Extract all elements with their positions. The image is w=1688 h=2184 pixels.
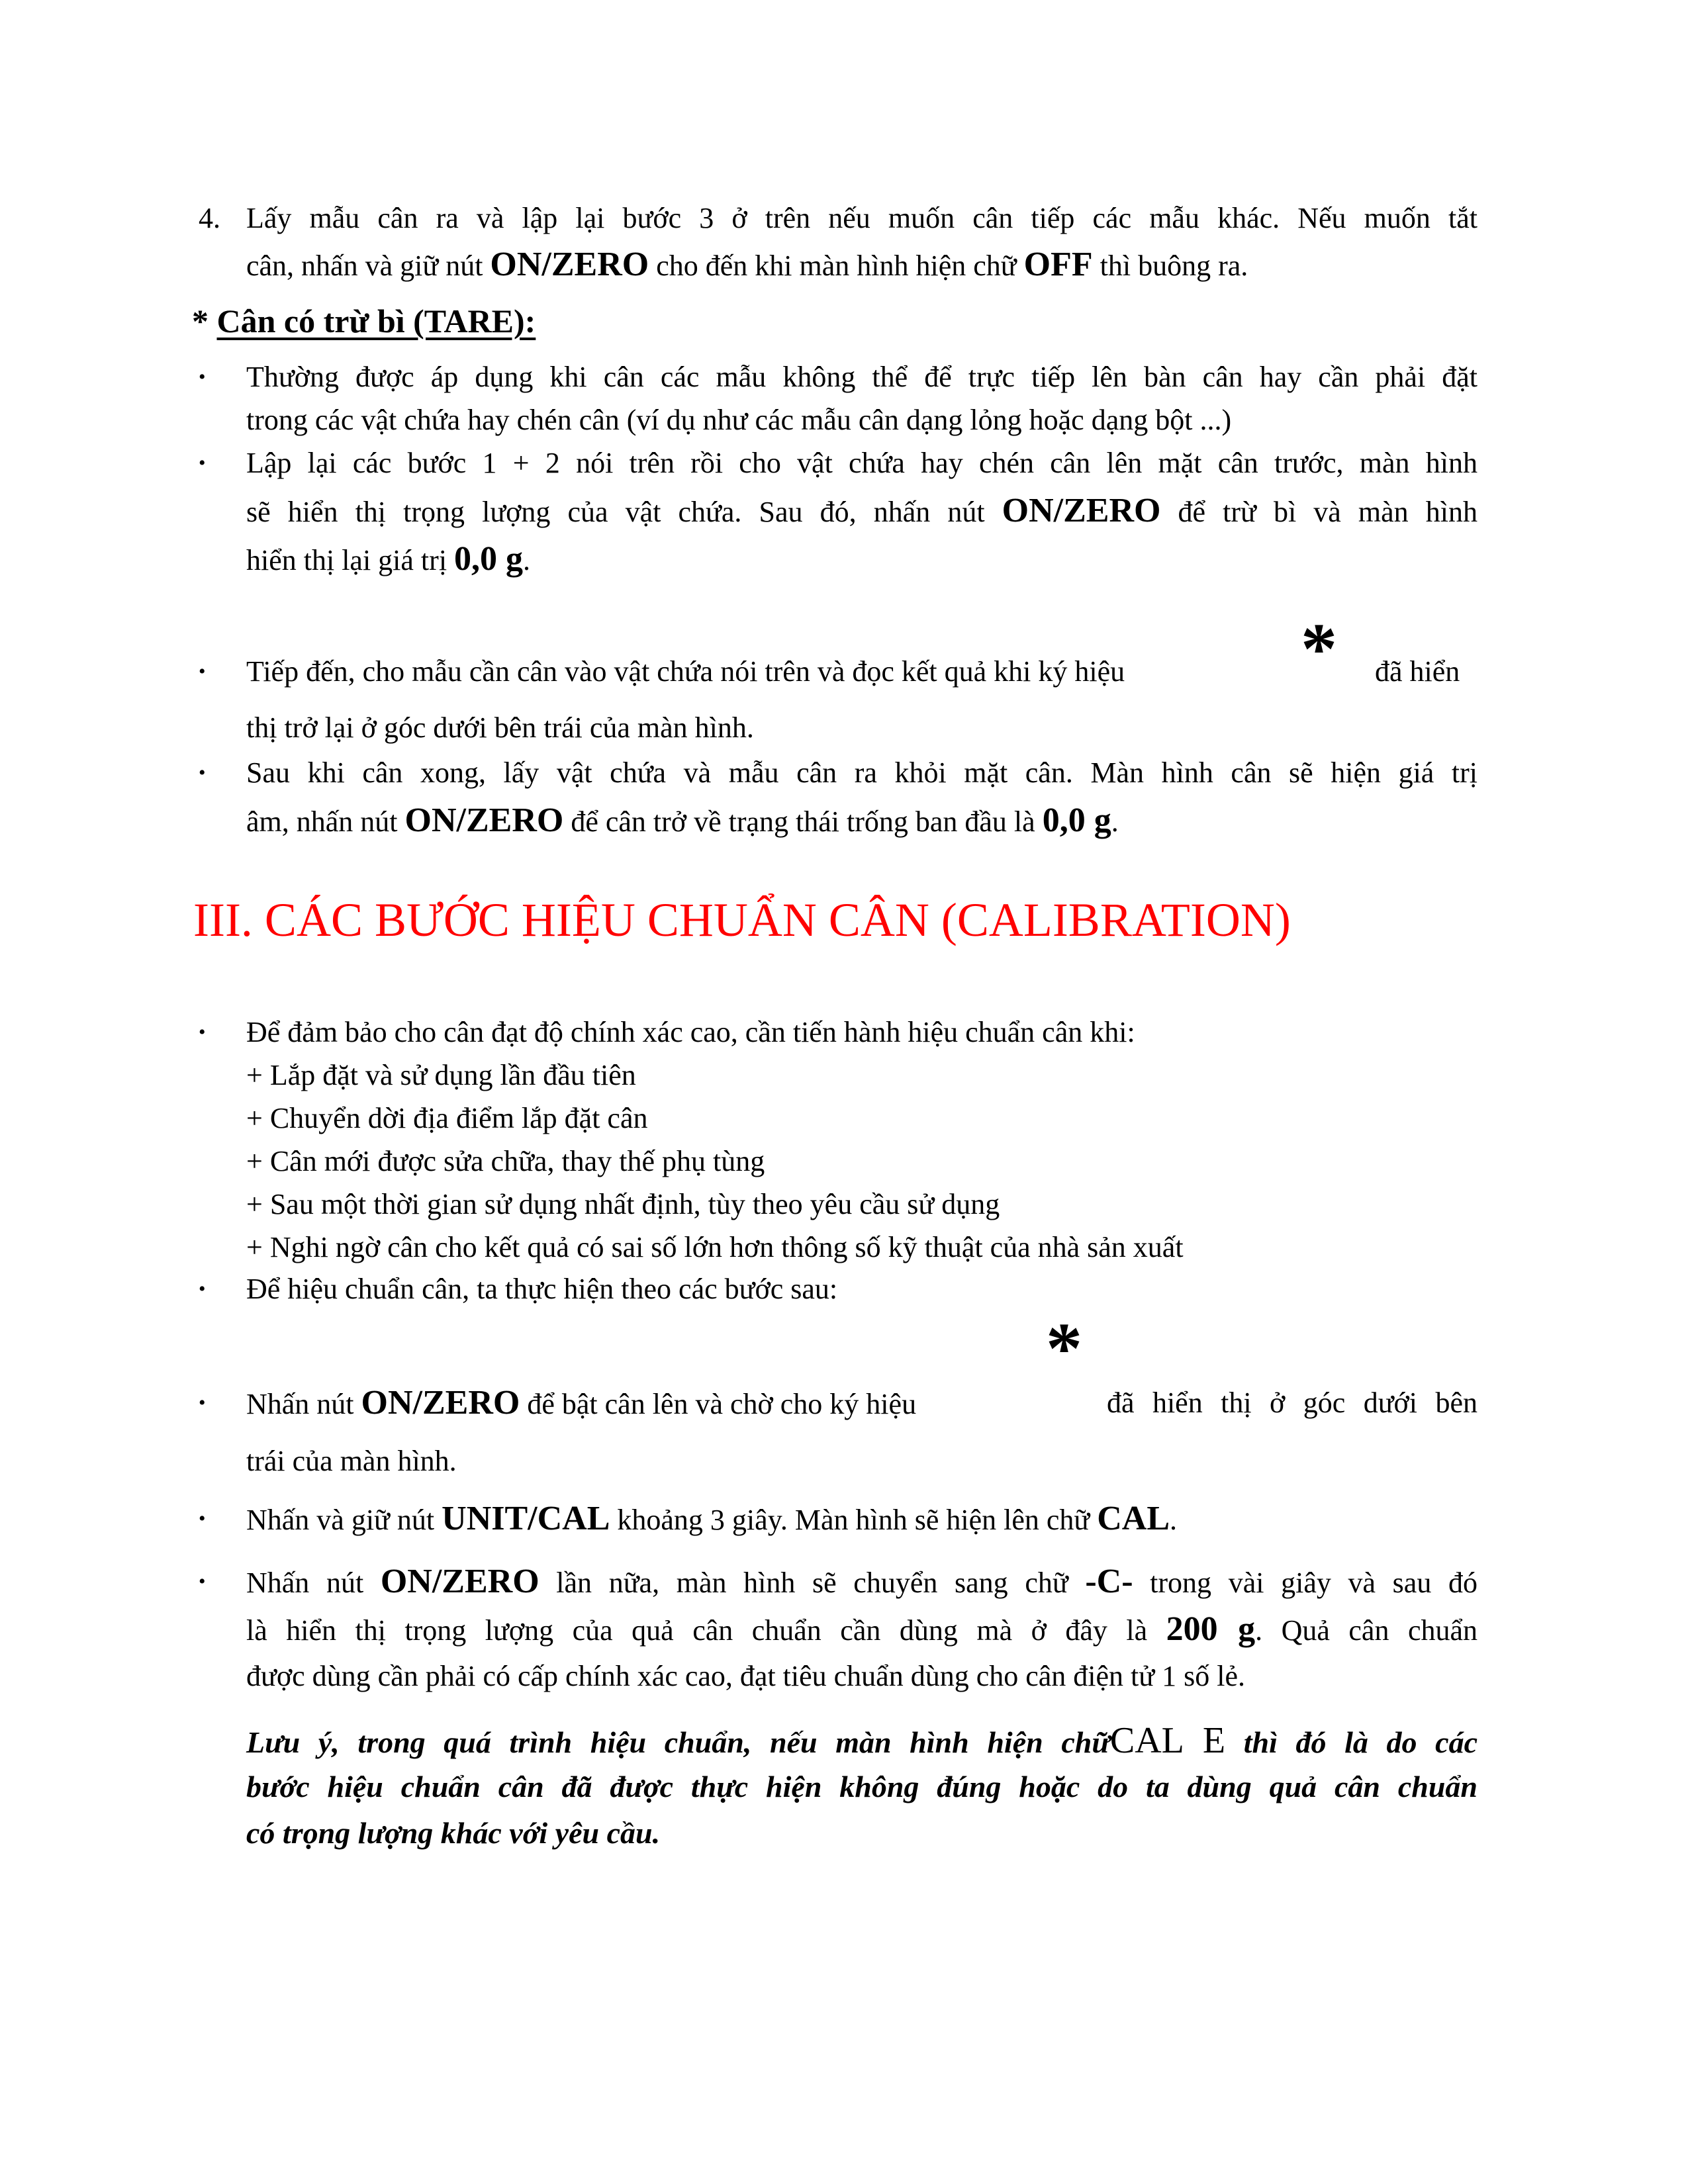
cal-value: CAL: [1097, 1500, 1170, 1537]
text: thì buông ra.: [1092, 250, 1248, 282]
tare-b1-line1: Thường được áp dụng khi cân các mẫu không thể để trực tiếp lên bàn cân hay cần phải đặt: [246, 361, 1477, 393]
text: . Quả cân chuẩn: [1255, 1614, 1478, 1647]
text: thì đó là do các: [1225, 1725, 1477, 1759]
case-item: + Cân mới được sửa chữa, thay thế phụ tùng: [246, 1145, 765, 1177]
bullet-icon: •: [199, 366, 206, 388]
text: Lưu ý, trong quá trình hiệu chuẩn, nếu màn hình hiện chữ: [246, 1725, 1110, 1759]
text: Nhấn nút: [246, 1567, 381, 1599]
step-number: 4.: [199, 202, 220, 234]
text: khoảng 3 giây. Màn hình sẽ hiện lên chữ: [610, 1504, 1098, 1536]
bullet-icon: •: [199, 1021, 206, 1043]
tare-b2-line1: Lập lại các bước 1 + 2 nói trên rồi cho vật chứa hay chén cân lên mặt cân trước, màn hình: [246, 447, 1477, 479]
text: để trừ bì và màn hình: [1160, 496, 1477, 528]
tare-b2-line3: [246, 539, 1477, 580]
text: hiển thị lại giá trị: [246, 544, 455, 576]
tare-b1-line2: trong các vật chứa hay chén cân (ví dụ như các mẫu cân dạng lỏng hoặc dạng bột ...): [246, 404, 1232, 436]
text: cho đến khi màn hình hiện chữ: [649, 250, 1024, 282]
cal-step1-line2: trái của màn hình.: [246, 1445, 457, 1477]
cal-step1-line1b: đã hiển thị ở góc dưới bên: [1107, 1387, 1477, 1419]
case-item: + Nghi ngờ cân cho kết quả có sai số lớn hơn thông số kỹ thuật của nhà sản xuất: [246, 1231, 1184, 1263]
text: trong vài giây và sau đó: [1133, 1567, 1477, 1599]
cal-step3-line1: [246, 1562, 1477, 1603]
c-display-value: -C-: [1085, 1563, 1133, 1600]
cal-error-value: CAL E: [1109, 1720, 1226, 1761]
text: .: [523, 544, 531, 576]
step4-line1: Lấy mẫu cân ra và lập lại bước 3 ở trên nếu muốn cân tiếp các mẫu khác. Nếu muốn tắt: [246, 202, 1477, 234]
text: .: [1170, 1504, 1178, 1536]
tare-b3-line1b: đã hiển: [1375, 655, 1460, 688]
on-zero-label: ON/ZERO: [404, 801, 564, 839]
case-item: + Sau một thời gian sử dụng nhất định, tùy theo yêu cầu sử dụng: [246, 1188, 1000, 1220]
weight-value: 200 g: [1166, 1610, 1256, 1648]
cal-step3-line3: được dùng cần phải có cấp chính xác cao, đạt tiêu chuẩn dùng cho cân điện tử 1 số lẻ.: [246, 1660, 1245, 1692]
text: để cân trở về trạng thái trống ban đầu là: [563, 805, 1043, 838]
cal-step3-line2: [246, 1610, 1477, 1651]
text: cân, nhấn và giữ nút: [246, 250, 491, 282]
stable-asterisk-icon: *: [1046, 1308, 1082, 1388]
cal-step2: [246, 1499, 1477, 1540]
text: sẽ hiển thị trọng lượng của vật chứa. Sau đó, nhấn nút: [246, 496, 1002, 528]
bullet-icon: •: [199, 452, 206, 474]
on-zero-label: ON/ZERO: [380, 1563, 539, 1600]
steps-intro: Để hiệu chuẩn cân, ta thực hiện theo các bước sau:: [246, 1273, 838, 1305]
heading-text: Cân có trừ bì (TARE):: [216, 302, 536, 340]
step4-line2: [246, 245, 1477, 286]
bullet-icon: •: [199, 1278, 206, 1300]
off-label: OFF: [1023, 246, 1093, 283]
tare-b4-line1: Sau khi cân xong, lấy vật chứa và mẫu cân ra khỏi mặt cân. Màn hình cân sẽ hiện giá trị: [246, 756, 1477, 789]
calibration-intro: Để đảm bảo cho cân đạt độ chính xác cao, cần tiến hành hiệu chuẩn cân khi:: [246, 1016, 1135, 1048]
text: Nhấn nút: [246, 1388, 361, 1420]
section-heading-calibration: III. CÁC BƯỚC HIỆU CHUẨN CÂN (CALIBRATION): [193, 893, 1291, 946]
note-line2: bước hiệu chuẩn cân đã được thực hiện không đúng hoặc do ta dùng quả cân chuẩn: [246, 1770, 1477, 1803]
text: Nhấn và giữ nút: [246, 1504, 442, 1536]
text: âm, nhấn nút: [246, 805, 405, 838]
bullet-icon: •: [199, 762, 206, 784]
bullet-icon: •: [199, 1508, 206, 1529]
case-item: + Lắp đặt và sử dụng lần đầu tiên: [246, 1059, 636, 1091]
stable-asterisk-icon: *: [1301, 608, 1337, 689]
text: lần nữa, màn hình sẽ chuyển sang chữ: [539, 1567, 1086, 1599]
on-zero-label: ON/ZERO: [361, 1384, 520, 1422]
tare-b3-line2: thị trở lại ở góc dưới bên trái của màn hình.: [246, 711, 754, 744]
tare-b3-line1a: Tiếp đến, cho mẫu cần cân vào vật chứa nói trên và đọc kết quả khi ký hiệu: [246, 655, 1125, 688]
text: để bật cân lên và chờ cho ký hiệu: [520, 1388, 917, 1420]
unit-cal-label: UNIT/CAL: [442, 1500, 610, 1537]
tare-heading: [192, 298, 536, 344]
on-zero-label: ON/ZERO: [490, 246, 649, 283]
case-item: + Chuyển dời địa điểm lắp đặt cân: [246, 1102, 648, 1134]
text: .: [1111, 805, 1119, 838]
bullet-icon: •: [199, 1570, 206, 1592]
tare-b4-line2: [246, 801, 1477, 842]
bullet-icon: •: [199, 1392, 206, 1414]
note-line1: [246, 1717, 1477, 1766]
on-zero-label: ON/ZERO: [1002, 492, 1161, 529]
bullet-icon: •: [199, 660, 206, 682]
zero-value: 0,0 g: [454, 540, 524, 578]
zero-value: 0,0 g: [1042, 801, 1111, 839]
text: là hiển thị trọng lượng của quả cân chuẩn cần dùng mà ở đây là: [246, 1614, 1166, 1647]
note-line3: có trọng lượng khác với yêu cầu.: [246, 1816, 661, 1850]
heading-prefix: *: [192, 302, 217, 340]
tare-b2-line2: [246, 491, 1477, 532]
